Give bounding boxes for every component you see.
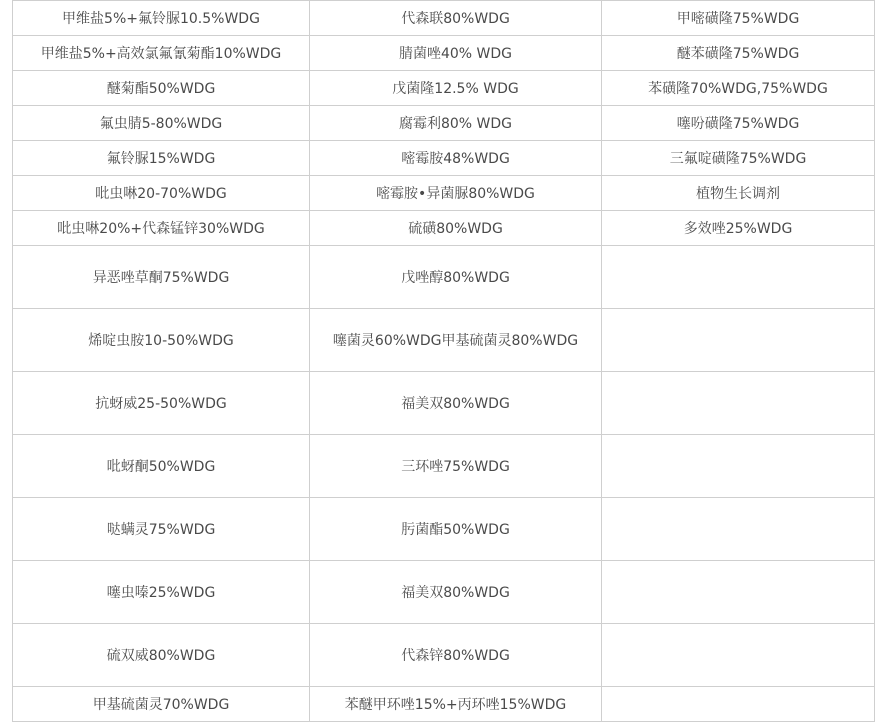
table-cell: 吡蚜酮50%WDG [13,435,310,498]
table-cell: 戊唑醇80%WDG [310,246,602,309]
table-cell: 噻虫嗪25%WDG [13,561,310,624]
table-cell: 多效唑25%WDG [602,211,875,246]
table-cell: 代森联80%WDG [310,1,602,36]
table-row [13,624,875,687]
table-cell-empty [602,687,875,722]
table-cell: 三环唑75%WDG [310,435,602,498]
table-cell: 噻吩磺隆75%WDG [602,106,875,141]
table-row [13,309,875,372]
table-cell-empty [602,309,875,372]
table-row [13,687,875,722]
table-cell: 哒螨灵75%WDG [13,498,310,561]
table-row [13,176,875,211]
table-cell-empty [602,561,875,624]
table-cell: 甲基硫菌灵70%WDG [13,687,310,722]
table-cell-empty [602,246,875,309]
table-cell: 植物生长调剂 [602,176,875,211]
table-cell: 苯醚甲环唑15%+丙环唑15%WDG [310,687,602,722]
table-cell: 甲维盐5%+氟铃脲10.5%WDG [13,1,310,36]
table-row [13,246,875,309]
table-cell-empty [602,435,875,498]
table-row [13,71,875,106]
table-row [13,141,875,176]
table-cell-empty [602,372,875,435]
product-table [12,0,875,722]
table-cell: 甲维盐5%+高效氯氟氰菊酯10%WDG [13,36,310,71]
table-cell-empty [602,498,875,561]
table-row [13,211,875,246]
table-cell: 肟菌酯50%WDG [310,498,602,561]
table-cell: 嘧霉胺48%WDG [310,141,602,176]
table-cell: 异恶唑草酮75%WDG [13,246,310,309]
table-cell: 抗蚜威25-50%WDG [13,372,310,435]
table-cell: 吡虫啉20-70%WDG [13,176,310,211]
table-cell: 氟虫腈5-80%WDG [13,106,310,141]
table-cell: 腐霉利80% WDG [310,106,602,141]
table-row [13,498,875,561]
table-cell: 代森锌80%WDG [310,624,602,687]
table-cell: 腈菌唑40% WDG [310,36,602,71]
table-row [13,561,875,624]
table-cell: 醚菊酯50%WDG [13,71,310,106]
table-row [13,435,875,498]
table-cell: 噻菌灵60%WDG甲基硫菌灵80%WDG [310,309,602,372]
table-row [13,372,875,435]
table-cell: 醚苯磺隆75%WDG [602,36,875,71]
table-cell: 硫磺80%WDG [310,211,602,246]
table-cell: 氟铃脲15%WDG [13,141,310,176]
table-cell: 硫双威80%WDG [13,624,310,687]
table-cell: 戊菌隆12.5% WDG [310,71,602,106]
table-cell: 三氟啶磺隆75%WDG [602,141,875,176]
table-cell-empty [602,624,875,687]
table-cell: 福美双80%WDG [310,561,602,624]
table-cell: 甲嘧磺隆75%WDG [602,1,875,36]
table-cell: 苯磺隆70%WDG,75%WDG [602,71,875,106]
table-cell: 嘧霉胺•异菌脲80%WDG [310,176,602,211]
table-row [13,106,875,141]
table-cell: 烯啶虫胺10-50%WDG [13,309,310,372]
table-row [13,1,875,36]
table-cell: 吡虫啉20%+代森锰锌30%WDG [13,211,310,246]
table-row [13,36,875,71]
table-cell: 福美双80%WDG [310,372,602,435]
